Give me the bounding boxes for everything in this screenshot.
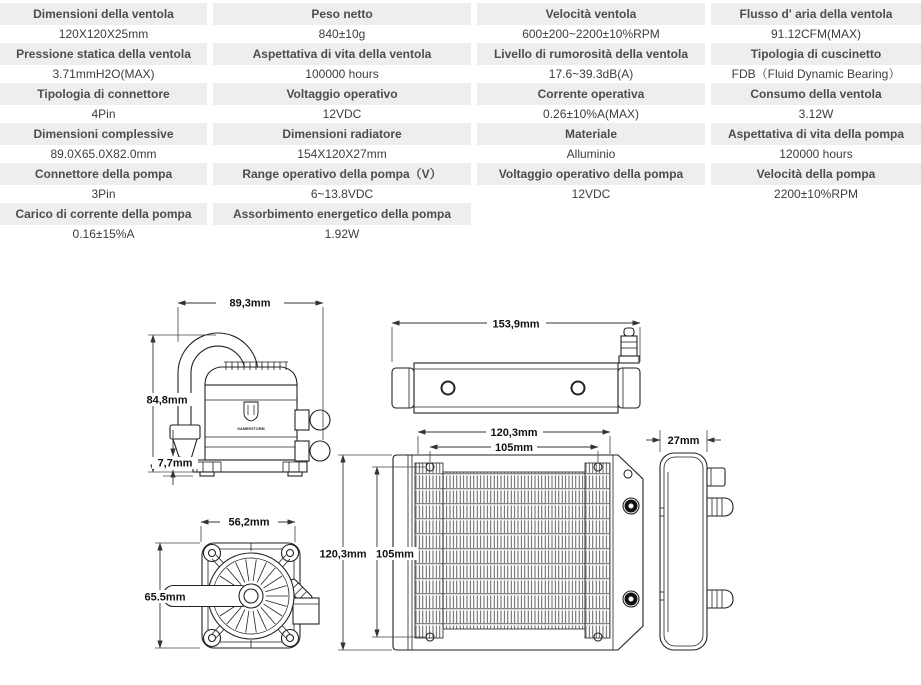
dimension-diagram [0,280,921,685]
spec-value: 100000 hours [305,67,379,81]
spec-cell [213,123,471,163]
dim-label-front-width-outer: 120,3mm [490,427,538,439]
spec-cell [0,203,207,243]
logo-text: GAMERSTORM [237,427,265,431]
spec-header: Tipologia di connettore [0,83,207,105]
radiator-side-view [646,430,733,650]
spec-value: Alluminio [566,147,616,161]
spec-header: Aspettativa di vita della ventola [213,43,471,65]
spec-value: 12VDC [322,107,362,121]
spec-value: 154X120X27mm [297,147,387,161]
spec-header: Peso netto [213,3,471,25]
spec-cell [711,123,921,163]
dim-label-radiator-length: 153,9mm [492,318,540,331]
dim-label-pump-width: 89,3mm [229,297,271,310]
spec-cell [477,43,705,83]
spec-header: Connettore della pompa [0,163,207,185]
spec-value: 3.12W [798,107,834,121]
spec-cell [711,83,921,123]
spec-header: Dimensioni complessive [0,123,207,145]
dim-label-bottom-width: 56,2mm [228,516,270,529]
spec-value: 600±200~2200±10%RPM [522,27,660,41]
spec-cell [477,83,705,123]
spec-header: Livello di rumorosità della ventola [477,43,705,65]
spec-value: 840±10g [318,27,366,41]
spec-header: Voltaggio operativo [213,83,471,105]
radiator-front-view [315,426,643,650]
dim-label-pump-height: 84,8mm [146,394,188,407]
spec-value: 0.26±10%A(MAX) [543,107,639,121]
spec-cell [711,163,921,203]
side-barb-lower [707,590,733,608]
spec-header: Flusso d' aria della ventola [711,3,921,25]
spec-header: Velocità della pompa [711,163,921,185]
spec-cell [0,123,207,163]
spec-value: 91.12CFM(MAX) [770,27,862,41]
spec-value: 4Pin [91,107,116,121]
spec-value: FDB（Fluid Dynamic Bearing） [731,67,901,81]
spec-cell [213,163,471,203]
spec-cell [0,3,207,43]
pump-bottom-view [139,515,319,648]
spec-cell [213,43,471,83]
spec-value: 6~13.8VDC [310,187,374,201]
spec-value: 12VDC [571,187,611,201]
spec-value: 17.6~39.3dB(A) [548,67,634,81]
dim-label-bottom-height: 65.5mm [144,591,186,604]
spec-header: Consumo della ventola [711,83,921,105]
spec-header: Voltaggio operativo della pompa [477,163,705,185]
spec-header: Carico di corrente della pompa [0,203,207,225]
dim-label-front-width-inner: 105mm [495,442,533,454]
spec-header: Velocità ventola [477,3,705,25]
spec-header: Dimensioni radiatore [213,123,471,145]
spec-header: Corrente operativa [477,83,705,105]
dim-label-front-height-outer: 120,3mm [319,548,367,561]
spec-cell [477,123,705,163]
spec-value: 3Pin [91,187,116,201]
spec-value: 1.92W [324,227,360,241]
dim-label-pump-foot: 7,7mm [157,457,193,470]
spec-header: Aspettativa di vita della pompa [711,123,921,145]
radiator-top-view [392,317,640,413]
spec-cell [213,83,471,123]
spec-cell [711,3,921,43]
spec-header: Assorbimento energetico della pompa [213,203,471,225]
spec-value: 89.0X65.0X82.0mm [50,147,157,161]
spec-cell [711,43,921,83]
spec-header: Materiale [477,123,705,145]
radiator-barb-fitting [619,328,639,363]
spec-cell [0,43,207,83]
dim-label-side-width: 27mm [667,435,700,447]
spec-cell [0,83,207,123]
spec-value: 0.16±15%A [72,227,135,241]
spec-cell [0,163,207,203]
spec-value: 120X120X25mm [58,27,149,41]
spec-cell [477,163,705,203]
spec-value: 2200±10%RPM [774,187,858,201]
spec-cell [213,3,471,43]
spec-value: 3.71mmH2O(MAX) [52,67,155,81]
spec-cell [213,203,471,243]
spec-header: Dimensioni della ventola [0,3,207,25]
spec-header: Tipologia di cuscinetto [711,43,921,65]
pump-side-view [142,296,330,485]
spec-header: Pressione statica della ventola [0,43,207,65]
spec-header: Range operativo della pompa（V） [213,163,471,185]
dim-label-front-height-inner: 105mm [376,548,414,561]
spec-value: 120000 hours [779,147,853,161]
spec-table [0,3,921,243]
side-barb-upper [707,498,733,516]
spec-cell [477,3,705,43]
